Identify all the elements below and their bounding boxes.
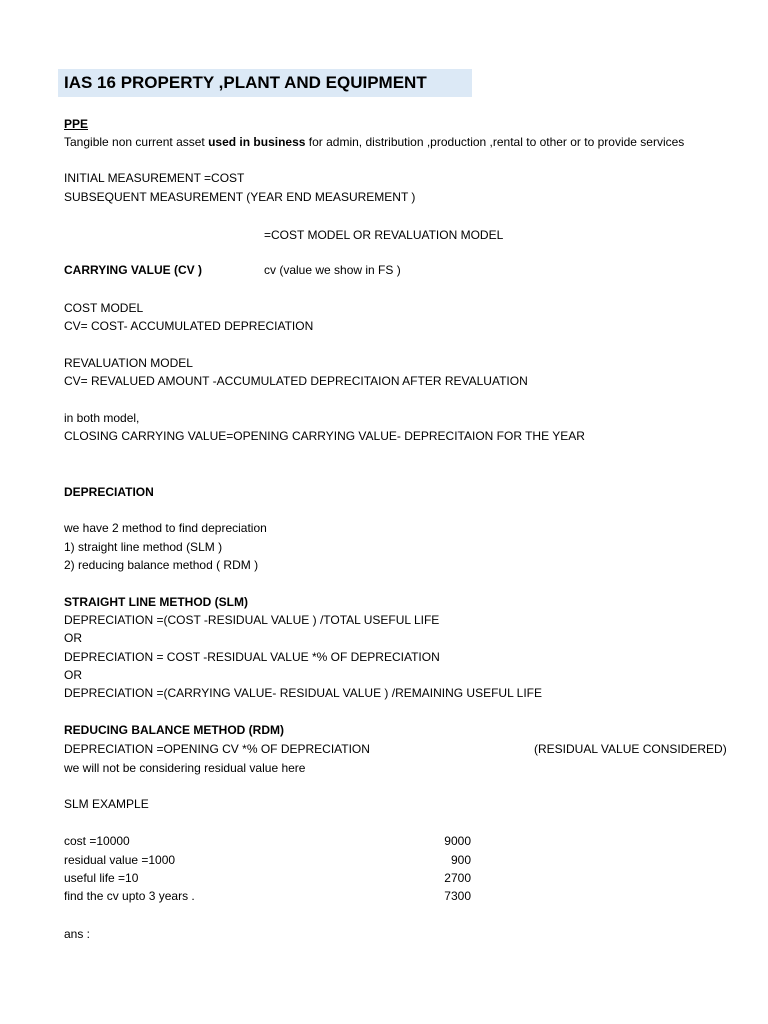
revaluation-model-formula: CV= REVALUED AMOUNT -ACCUMULATED DEPRECITAION AFTER REVALUATION — [64, 374, 528, 388]
example-row-label: useful life =10 — [64, 871, 139, 885]
ppe-definition-suffix: for admin, distribution ,production ,rental to other or to provide services — [305, 135, 685, 149]
example-row-label: residual value =1000 — [64, 853, 176, 867]
depreciation-heading: DEPRECIATION — [64, 485, 154, 499]
ppe-definition — [64, 134, 685, 150]
example-row-value: 900 — [450, 853, 471, 867]
example-row-value: 7300 — [444, 889, 471, 903]
measurement-models: =COST MODEL OR REVALUATION MODEL — [264, 228, 504, 242]
carrying-value-label: CARRYING VALUE (CV ) — [64, 263, 202, 277]
depreciation-method-1: 1) straight line method (SLM ) — [64, 540, 223, 554]
ppe-heading: PPE — [64, 117, 89, 131]
slm-formula-2: DEPRECIATION = COST -RESIDUAL VALUE *% OF DEPRECIATION — [64, 650, 440, 664]
example-row-value: 9000 — [444, 834, 471, 848]
initial-measurement: INITIAL MEASUREMENT =COST — [64, 171, 245, 185]
depreciation-method-2: 2) reducing balance method ( RDM ) — [64, 558, 259, 572]
ppe-definition-prefix: Tangible non current asset — [64, 135, 209, 149]
slm-formula-1: DEPRECIATION =(COST -RESIDUAL VALUE ) /TOTAL USEFUL LIFE — [64, 613, 440, 627]
slm-heading: STRAIGHT LINE METHOD (SLM) — [64, 595, 248, 609]
both-model-intro: in both model, — [64, 411, 140, 425]
example-row-label: cost =10000 — [64, 834, 130, 848]
example-row-label: find the cv upto 3 years . — [64, 889, 195, 903]
rdm-formula: DEPRECIATION =OPENING CV *% OF DEPRECIATION — [64, 742, 370, 756]
slm-formula-3: DEPRECIATION =(CARRYING VALUE- RESIDUAL VALUE ) /REMAINING USEFUL LIFE — [64, 686, 542, 700]
both-model-formula: CLOSING CARRYING VALUE=OPENING CARRYING VALUE- DEPRECITAION FOR THE YEAR — [64, 429, 585, 443]
subsequent-measurement: SUBSEQUENT MEASUREMENT (YEAR END MEASUREMENT ) — [64, 190, 416, 204]
depreciation-intro: we have 2 method to find depreciation — [64, 521, 267, 535]
rdm-note: we will not be considering residual value here — [64, 761, 306, 775]
rdm-heading: REDUCING BALANCE METHOD (RDM) — [64, 723, 284, 737]
ppe-definition-bold: used in business — [208, 135, 306, 149]
slm-or-2: OR — [64, 668, 82, 682]
slm-example-heading: SLM EXAMPLE — [64, 797, 149, 811]
cost-model-formula: CV= COST- ACCUMULATED DEPRECIATION — [64, 319, 314, 333]
slm-or-1: OR — [64, 631, 82, 645]
carrying-value-desc: cv (value we show in FS ) — [264, 263, 401, 277]
example-row-value: 2700 — [444, 871, 471, 885]
cost-model-heading: COST MODEL — [64, 301, 144, 315]
page-title: IAS 16 PROPERTY ,PLANT AND EQUIPMENT — [64, 73, 427, 92]
revaluation-model-heading: REVALUATION MODEL — [64, 356, 193, 370]
rdm-residual-note: (RESIDUAL VALUE CONSIDERED) — [534, 742, 727, 756]
answer-label: ans : — [64, 927, 91, 941]
